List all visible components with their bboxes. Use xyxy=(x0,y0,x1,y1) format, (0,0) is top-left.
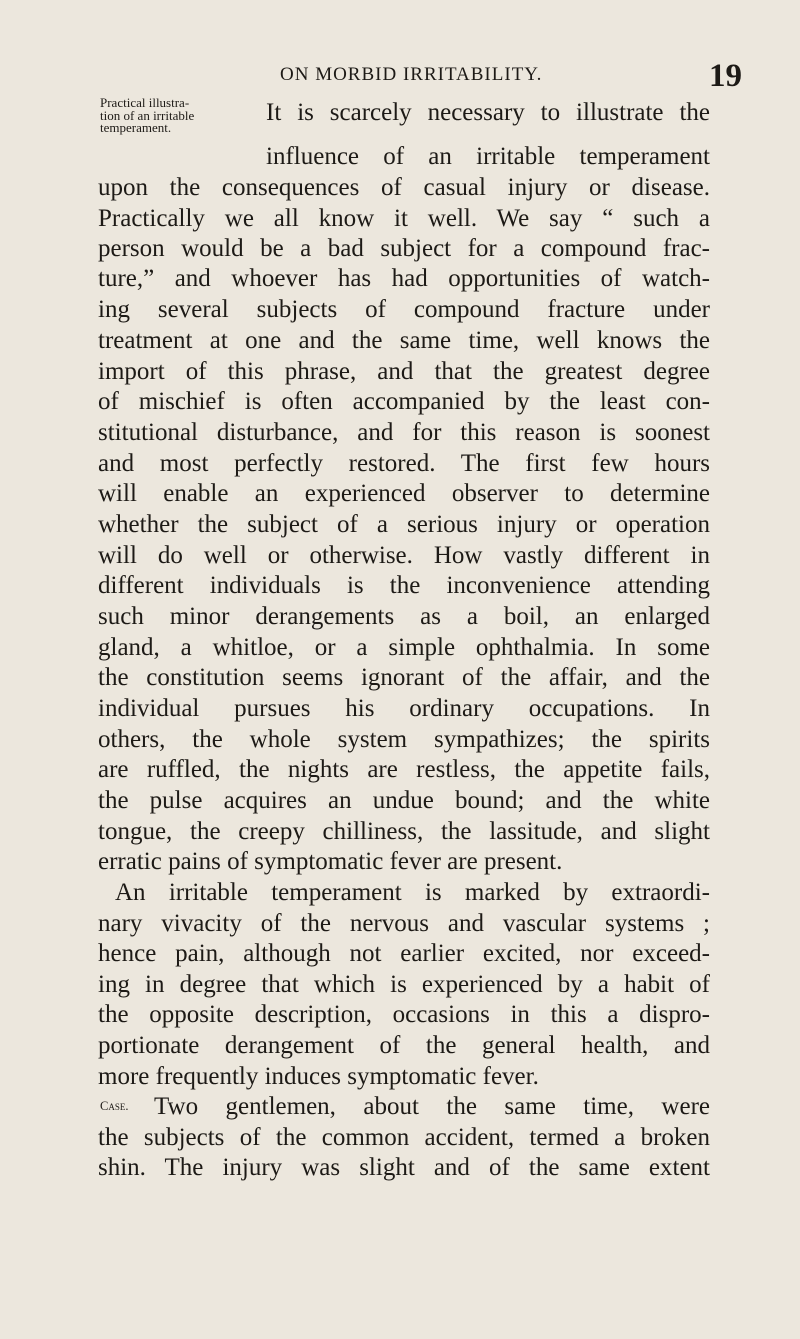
text-line: ing several subjects of compound fracture under xyxy=(98,296,710,323)
text-line: whether the subject of a serious injury or operation xyxy=(98,511,710,538)
text-line: ing in degree that which is experienced by a habit of xyxy=(98,971,710,998)
text-line: will enable an experienced observer to determine xyxy=(98,480,710,507)
text-line: are ruffled, the nights are restless, the appetite fails, xyxy=(98,756,710,783)
text-line: the pulse acquires an undue bound; and the white xyxy=(98,787,710,814)
text-line: will do well or otherwise. How vastly different in xyxy=(98,542,710,569)
text-line: upon the consequences of casual injury or disease. xyxy=(98,174,710,201)
text-line: It is scarcely necessary to illustrate the xyxy=(266,99,710,126)
text-line: the constitution seems ignorant of the affair, and the xyxy=(98,664,710,691)
text-line: of mischief is often accompanied by the least con- xyxy=(98,388,710,415)
text-line: such minor derangements as a boil, an enlarged xyxy=(98,603,710,630)
text-line: the subjects of the common accident, termed a broken xyxy=(98,1124,710,1151)
text-line: nary vivacity of the nervous and vascular systems ; xyxy=(98,910,710,937)
text-line: person would be a bad subject for a compound frac- xyxy=(98,235,710,262)
text-line: treatment at one and the same time, well knows the xyxy=(98,327,710,354)
text-line: more frequently induces symptomatic fever. xyxy=(98,1063,539,1090)
sidenote-case: Case. xyxy=(100,1099,129,1113)
text-line: tongue, the creepy chilliness, the lassitude, and slight xyxy=(98,818,710,845)
text-line: erratic pains of symptomatic fever are present. xyxy=(98,848,563,875)
text-line: and most perfectly restored. The first few hours xyxy=(98,450,710,477)
text-line: An irritable temperament is marked by extraordi- xyxy=(115,879,710,906)
text-line: Practically we all know it well. We say “ such a xyxy=(98,205,710,232)
text-line: others, the whole system sympathizes; the spirits xyxy=(98,726,710,753)
text-line: the opposite description, occasions in this a dispro- xyxy=(98,1001,710,1028)
text-line: import of this phrase, and that the greatest degree xyxy=(98,358,710,385)
text-line: stitutional disturbance, and for this reason is soonest xyxy=(98,419,710,446)
text-line: influence of an irritable temperament xyxy=(266,143,710,170)
text-line: Two gentlemen, about the same time, were xyxy=(154,1093,710,1120)
running-head: ON MORBID IRRITABILITY. xyxy=(280,64,543,85)
sidenote-practical-illustration: Practical illustra- tion of an irritable temperament. xyxy=(100,95,195,135)
text-line: individual pursues his ordinary occupations. In xyxy=(98,695,710,722)
text-line: portionate derangement of the general health, and xyxy=(98,1032,710,1059)
text-line: different individuals is the inconvenience attending xyxy=(98,572,710,599)
page-number: 19 xyxy=(709,58,742,94)
text-line: shin. The injury was slight and of the same extent xyxy=(98,1154,710,1181)
text-line: ture,” and whoever has had opportunities of watch- xyxy=(98,265,710,292)
text-line: hence pain, although not earlier excited, nor exceed- xyxy=(98,940,710,967)
text-line: gland, a whitloe, or a simple ophthalmia. In some xyxy=(98,634,710,661)
